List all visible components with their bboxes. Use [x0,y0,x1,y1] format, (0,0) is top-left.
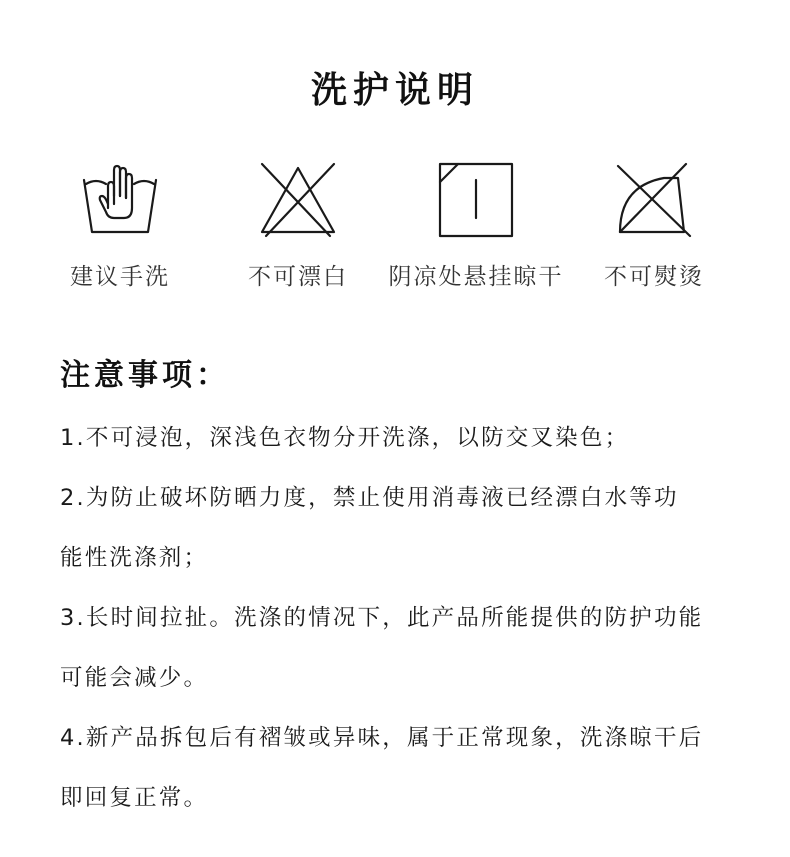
do-not-iron-icon [614,160,694,240]
care-label-line-dry-shade: 阴凉处悬挂晾干 [388,264,564,290]
note-line: 4.新产品拆包后有褶皱或异味，属于正常现象，洗涤晾干后 [60,725,704,751]
notes-heading: 注意事项： [60,358,230,393]
care-label-hand-wash: 建议手洗 [70,264,170,290]
note-line: 可能会减少。 [60,665,209,691]
care-label-no-bleach: 不可漂白 [248,264,348,290]
note-line: 3.长时间拉扯。洗涤的情况下，此产品所能提供的防护功能 [60,605,704,631]
line-dry-in-shade-icon [436,160,516,240]
note-line: 1.不可浸泡，深浅色衣物分开洗涤，以防交叉染色； [60,425,630,451]
page-title: 洗护说明 [310,70,479,111]
care-label-no-iron: 不可熨烫 [604,264,704,290]
note-line: 能性洗涤剂； [60,545,209,571]
hand-wash-icon [80,160,160,240]
note-line: 2.为防止破坏防晒力度，禁止使用消毒液已经漂白水等功 [60,485,679,511]
no-bleach-icon [258,160,338,240]
note-line: 即回复正常。 [60,785,209,811]
